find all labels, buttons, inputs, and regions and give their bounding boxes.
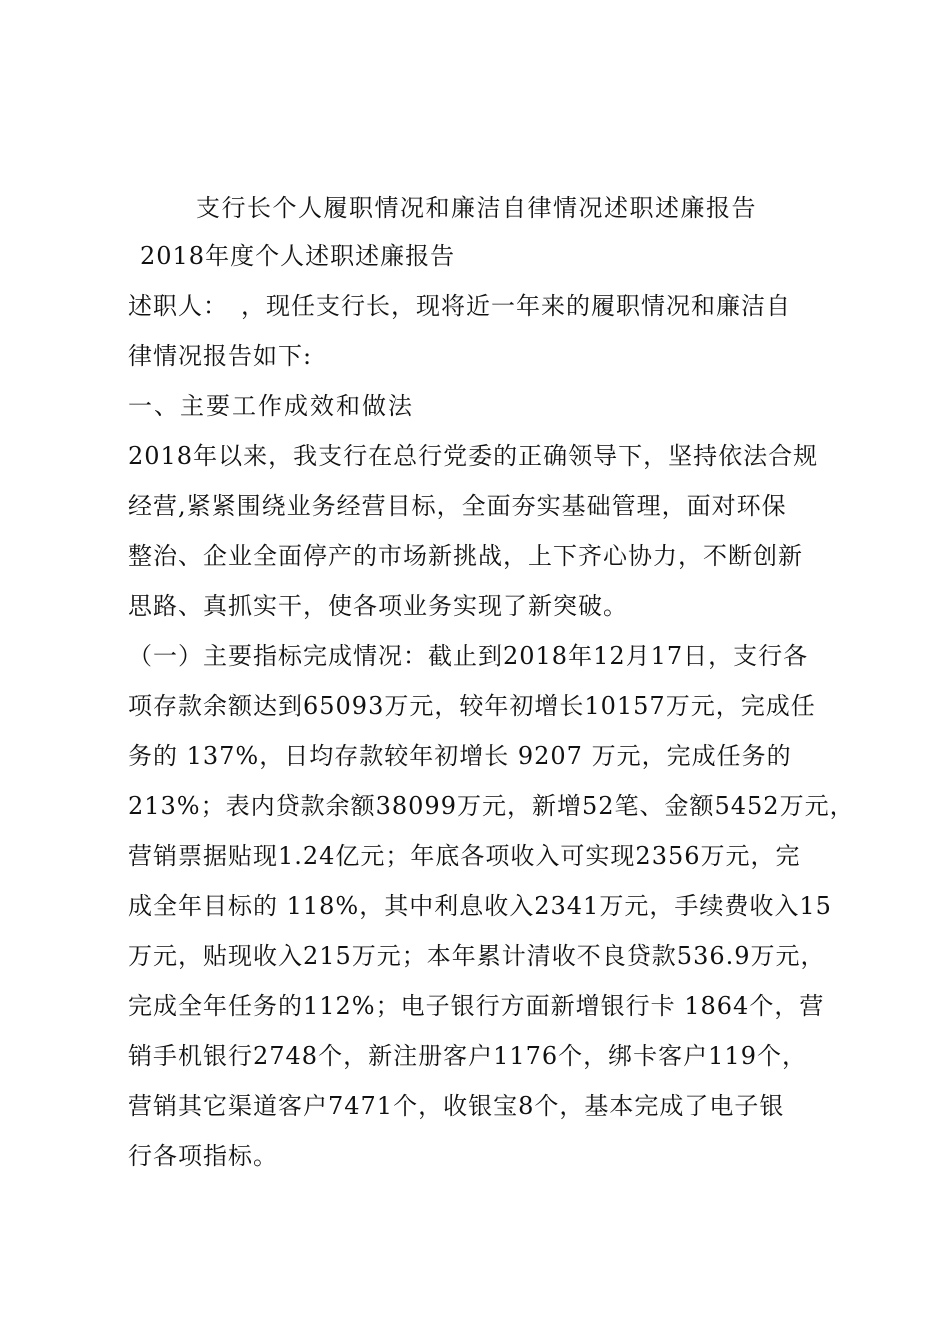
- paragraph-line: 万元，贴现收入215万元；本年累计清收不良贷款536.9万元，: [128, 942, 826, 970]
- paragraph-line: 2018年以来，我支行在总行党委的正确领导下，坚持依法合规: [128, 442, 819, 470]
- paragraph-line: 整治、企业全面停产的市场新挑战，上下齐心协力，不断创新: [128, 542, 803, 570]
- paragraph-line: 销手机银行2748个，新注册客户1176个，绑卡客户119个，: [128, 1042, 807, 1070]
- paragraph-line: 营销其它渠道客户7471个，收银宝8个，基本完成了电子银: [128, 1092, 785, 1120]
- paragraph-line: 务的 137%，日均存款较年初增长 9207 万元，完成任务的: [128, 742, 792, 770]
- intro-line-2: 律情况报告如下:: [128, 342, 313, 370]
- paragraph-line: 完成全年任务的112%；电子银行方面新增银行卡 1864个，营: [128, 992, 825, 1020]
- paragraph-line: （一）主要指标完成情况：截止到2018年12月17日，支行各: [128, 642, 809, 670]
- paragraph-line: 213%；表内贷款余额38099万元，新增52笔、金额5452万元，: [128, 792, 855, 820]
- report-title: 支行长个人履职情况和廉洁自律情况述职述廉报告: [196, 194, 757, 222]
- paragraph-line: 项存款余额达到65093万元，较年初增长10157万元，完成任: [128, 692, 816, 720]
- paragraph-line: 成全年目标的 118%，其中利息收入2341万元，手续费收入15: [128, 892, 832, 920]
- section-heading: 一、主要工作成效和做法: [128, 392, 414, 420]
- report-subtitle: 2018年度个人述职述廉报告: [140, 242, 456, 270]
- intro-line-1: 述职人： ，现任支行长，现将近一年来的履职情况和廉洁自: [128, 292, 791, 320]
- paragraph-line: 行各项指标。: [128, 1142, 278, 1170]
- paragraph-line: 经营,紧紧围绕业务经营目标，全面夯实基础管理，面对环保: [128, 492, 787, 520]
- paragraph-line: 营销票据贴现1.24亿元；年底各项收入可实现2356万元，完: [128, 842, 801, 870]
- paragraph-line: 思路、真抓实干，使各项业务实现了新突破。: [128, 592, 628, 620]
